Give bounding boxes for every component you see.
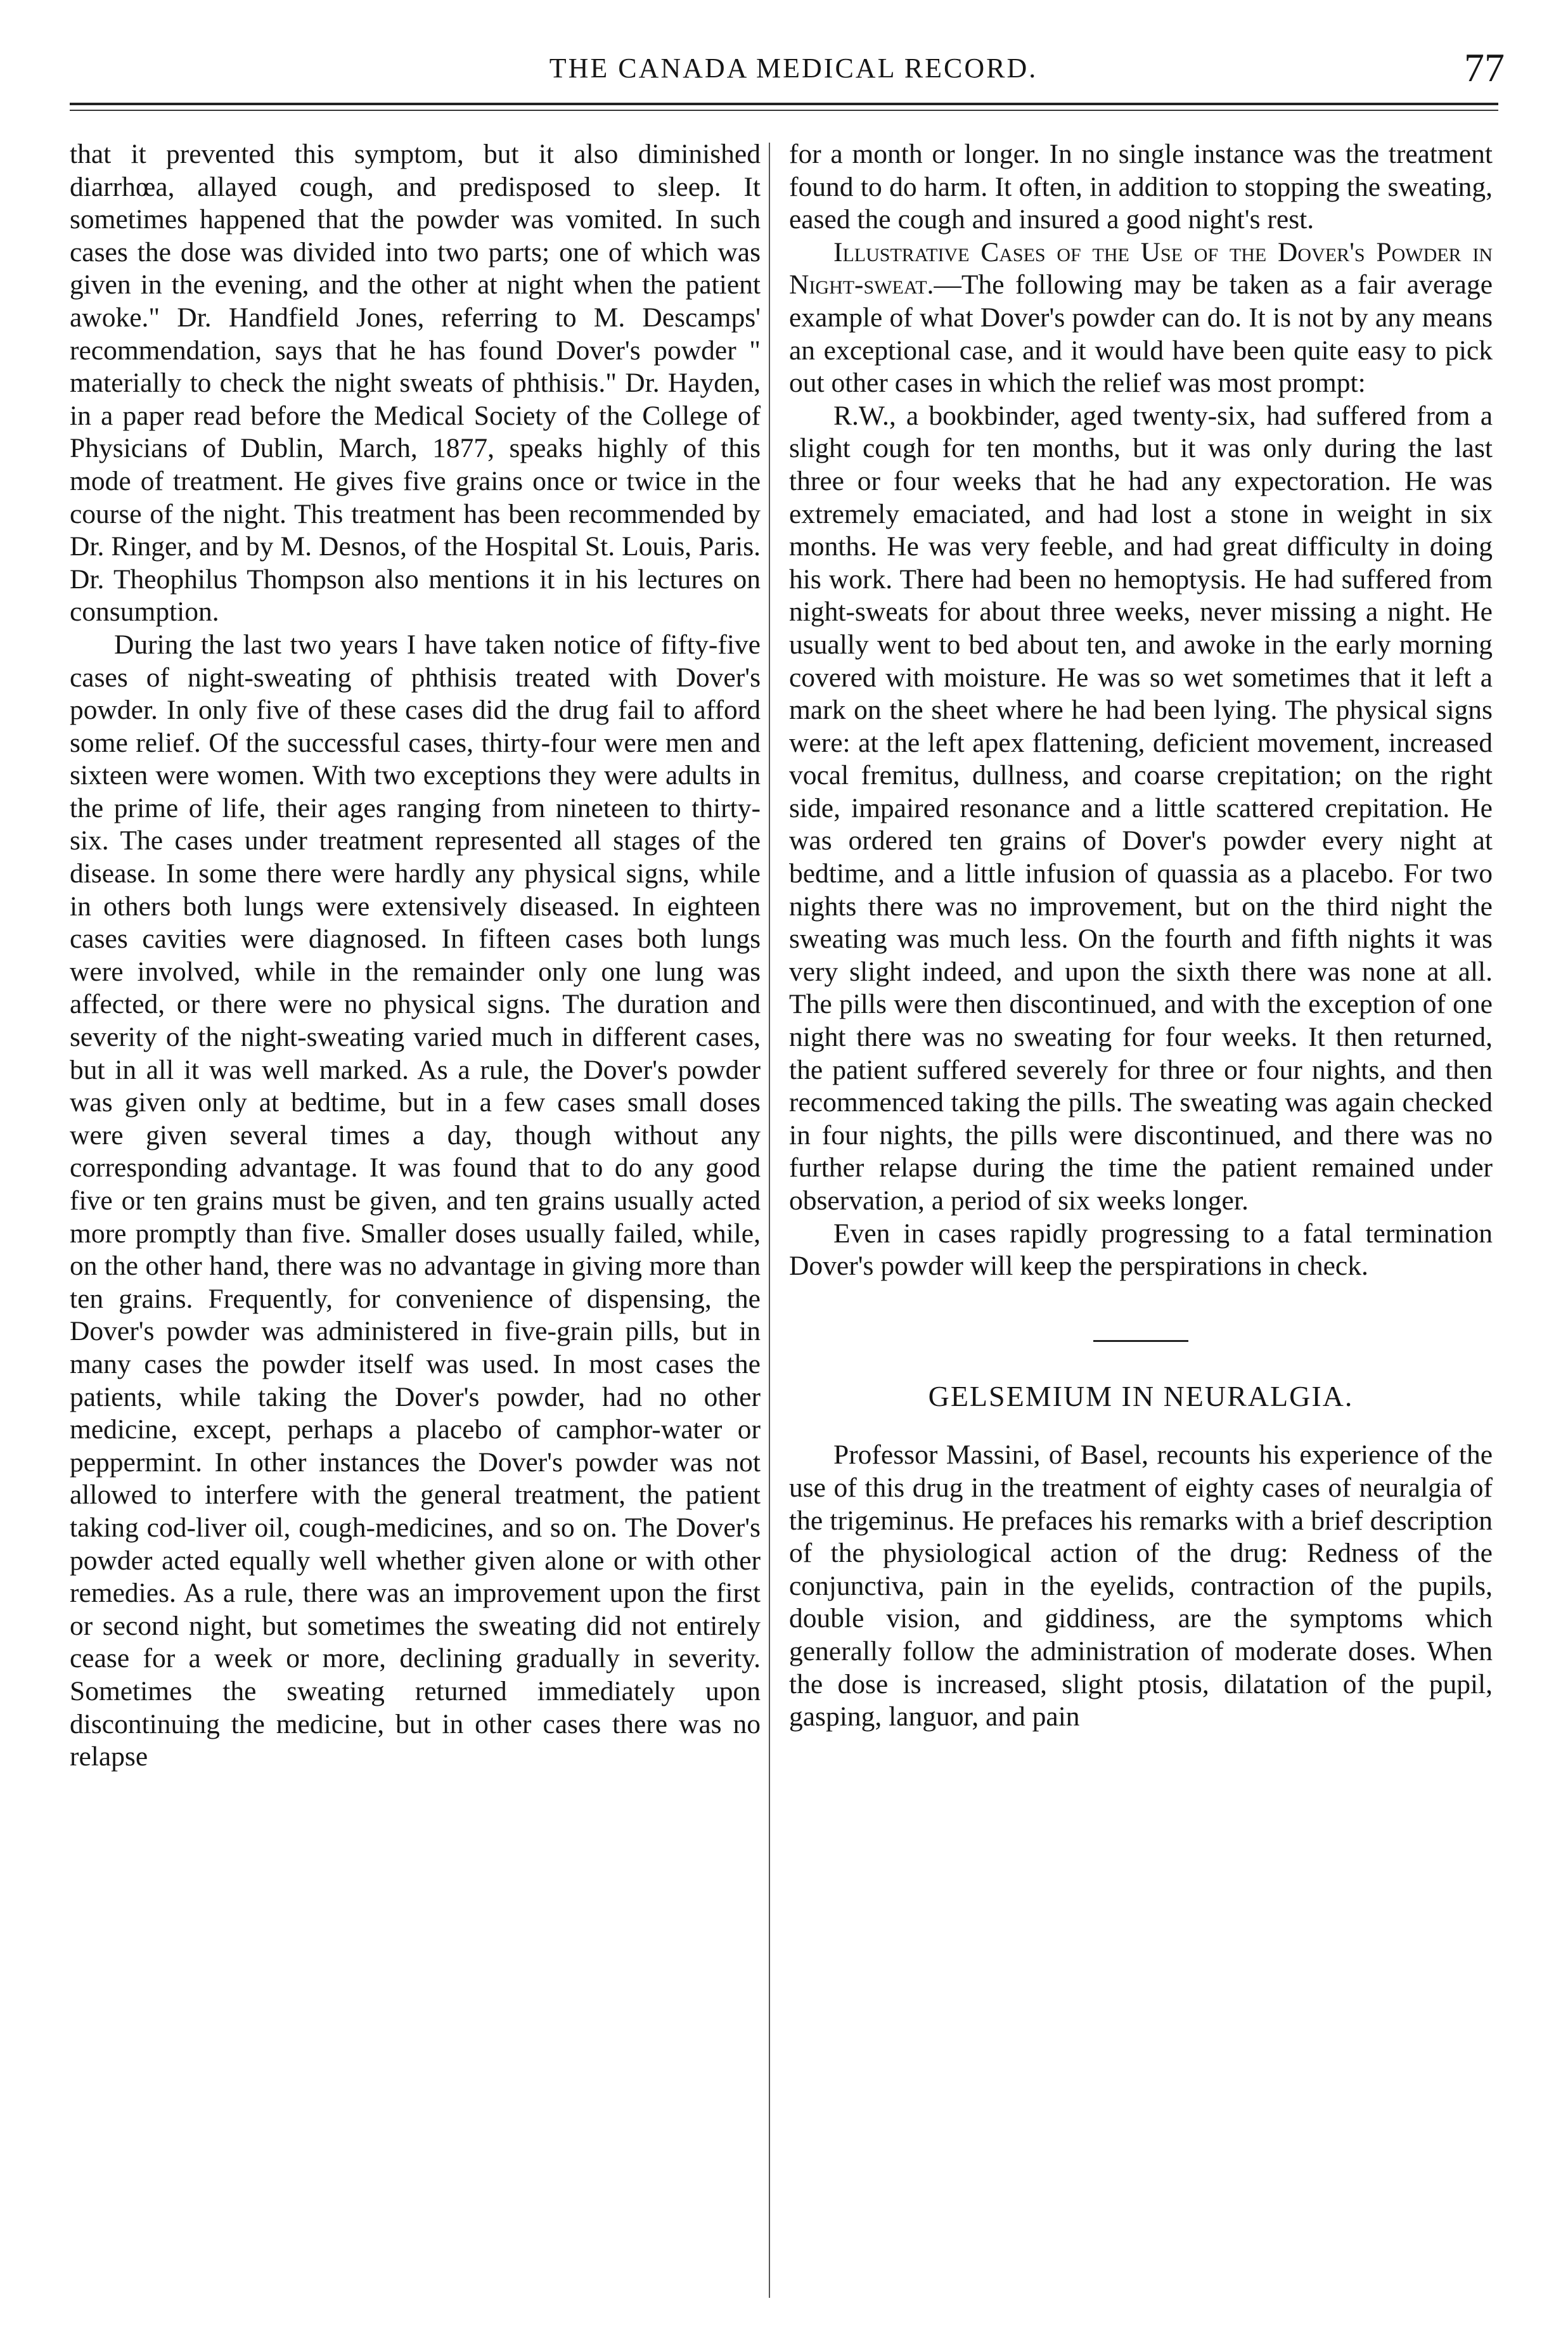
- right-paragraph-1: for a month or longer. In no single instance was the treatment found to do harm. It often, in addition to stopping the sweating, eased the cough and insured a good night's rest.: [789, 139, 1493, 235]
- illustrative-cases-heading: Illustrative Cases of the Use of the Dover's Powder in Night-sweat.: [789, 236, 1493, 300]
- header-rule-thick: [70, 103, 1498, 105]
- right-paragraph-4: Even in cases rapidly progressing to a fatal termination Dover's powder will keep the perspirations in check.: [789, 1218, 1493, 1282]
- right-column: [789, 138, 1493, 2293]
- illustrative-cases-body: —The following may be taken as a fair average example of what Dover's powder can do. It is not by any means an exceptional case, and it would have been quite easy to pick out other cases in which the relief was most prompt:: [789, 269, 1493, 399]
- left-paragraph-1: that it prevented this symptom, but it also diminished diarrhœa, allayed cough, and predisposed to sleep. It sometimes happened that the powder was vomited. In such cases the dose was divided into two parts; one of which was given in the evening, and the other at night when the patient awoke." Dr. Handfield Jones, referring to M. Descamps' recommendation, says that he has found Dover's powder " materially to check the night sweats of phthisis." Dr. Hayden, in a paper read before the Medical Society of the College of Physicians of Dublin, March, 1877, speaks highly of this mode of treatment. He gives five grains once or twice in the course of the night. This treatment has been recommended by Dr. Ringer, and by M. Desnos, of the Hospital St. Louis, Paris. Dr. Theophilus Thompson also mentions it in his lectures on consumption.: [70, 139, 761, 628]
- right-paragraph-3: R.W., a bookbinder, aged twenty-six, had suffered from a slight cough for ten months, but it was only during the last three or four weeks that he had any expectoration. He was extremely emaciated, and had lost a stone in weight in six months. He was very feeble, and had great difficulty in doing his work. There had been no hemoptysis. He had suffered from night-sweats for about three weeks, never missing a night. He usually went to bed about ten, and awoke in the early morning covered with moisture. He was so wet sometimes that it left a mark on the sheet where he had been lying. The physical signs were: at the left apex flattening, deficient movement, increased vocal fremitus, dullness, and coarse crepitation; on the right side, impaired resonance and a little scattered crepitation. He was ordered ten grains of Dover's powder every night at bedtime, and a little infusion of quassia as a placebo. For two nights there was no improvement, but on the third night the sweating was much less. On the fourth and fifth nights it was very slight indeed, and upon the sixth there was none at all. The pills were then discontinued, and with the exception of one night there was no sweating for four weeks. It then returned, the patient suffered severely for three or four nights, and then recommenced taking the pills. The sweating was again checked in four nights, the pills were discontinued, and there was no further relapse during the time the patient remained under observation, a period of six weeks longer.: [789, 400, 1493, 1216]
- header-rule-thin: [70, 110, 1498, 111]
- left-paragraph-2: During the last two years I have taken notice of fifty-five cases of night-sweating of phthisis treated with Dover's powder. In only five of these cases did the drug fail to afford some relief. Of the successful cases, thirty-four were men and sixteen were women. With two exceptions they were adults in the prime of life, their ages ranging from nineteen to thirty-six. The cases under treatment represented all stages of the disease. In some there were hardly any physical signs, while in others both lungs were extensively diseased. In eighteen cases cavities were diagnosed. In fifteen cases both lungs were involved, while in the remainder only one lung was affected, or there were no physical signs. The duration and severity of the night-sweating varied much in different cases, but in all it was well marked. As a rule, the Dover's powder was given only at bedtime, but in a few cases small doses were given several times a day, though without any corresponding advantage. It was found that to do any good five or ten grains must be given, and ten grains usually acted more promptly than five. Smaller doses usually failed, while, on the other hand, there was no advantage in giving more than ten grains. Frequently, for convenience of dispensing, the Dover's powder was administered in five-grain pills, but in many cases the powder itself was used. In most cases the patients, while taking the Dover's powder, had no other medicine, except, perhaps a placebo of camphor-water or peppermint. In other instances the Dover's powder was not allowed to interfere with the general treatment, the patient taking cod-liver oil, cough-medicines, and so on. The Dover's powder acted equally well whether given alone or with other remedies. As a rule, there was an improvement upon the first or second night, but sometimes the sweating did not entirely cease for a week or more, declining gradually in severity. Sometimes the sweating returned immediately upon discontinuing the medicine, but in other cases there was no relapse: [70, 629, 761, 1772]
- running-head: [70, 44, 1517, 95]
- page-number: 77: [1464, 45, 1505, 90]
- section-heading: GELSEMIUM IN NEURALGIA.: [928, 1379, 1354, 1412]
- journal-title: THE CANADA MEDICAL RECORD.: [549, 53, 1038, 84]
- section-divider: [1093, 1340, 1188, 1342]
- left-column: [70, 138, 761, 2293]
- right-paragraph-5: Professor Massini, of Basel, recounts his experience of the use of this drug in the treatment of eighty cases of neuralgia of the trigeminus. He prefaces his remarks with a brief description of the physiological action of the drug: Redness of the conjunctiva, pain in the eyelids, contraction of the pupils, double vision, and giddiness, are the symptoms which generally follow the administration of moderate doses. When the dose is increased, slight ptosis, dilatation of the pupil, gasping, languor, and pain: [789, 1440, 1493, 1732]
- column-divider: [769, 143, 770, 2298]
- right-paragraph-2: [789, 236, 1493, 400]
